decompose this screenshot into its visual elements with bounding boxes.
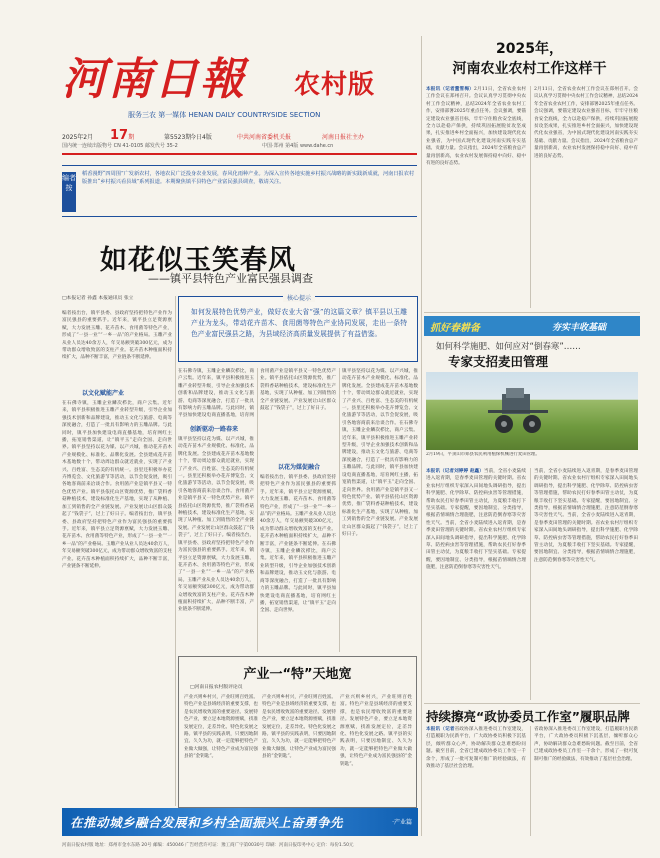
committee-body-col2: 省政协深入推进委员工作室建设，打造履职为民新平台，广大政协委员积极下沉基层，倾听群众心声，协助解决群众急难愁盼问题。截至目前，全省已建成政协委员工作室一千余个，形成了一批可复制可推广的经验做法，有效推动了基层社会治理。: [534, 727, 638, 762]
main-body-col1b: 在石佛寺镇，玉雕企业鳞次栉比，商户云集。近年来，镇平县积极推进玉雕产业转型升级，引导企业加强技术创新和品牌建设，推动玉文化与旅游、电商等深度融合，打造了一批具有影响力的玉雕品牌。与此同时，镇平县加快建设电商直播基地，培育网红主播，拓宽销售渠道，让“镇平玉”走向全国、走向世界。镇平县坚持以花为媒、以产兴城，推动花卉苗木产业规模化、标准化、品牌化发展。全县建成花卉苗木基地数十个，带动周边群众就近就业，实现了产业兴、百姓富、生态美的有机统一。县里还积极举办花卉博览会、文化旅游节等活动，以节会促发展，吸引各地客商前来洽谈合作。食用菌产业是镇平县又一特色优势产业。镇平县依托山区资源优势，推广袋料香菇种植技术，建设标准化生产基地，实现了从种植、加工到销售的全产业链发展。产业发展让山区群众鼓起了“钱袋子”，过上了好日子。编者按出台，镇平县委、县政府坚持把特色产业作为富民强县的重要抓手。近年来，镇平县立足资源禀赋，大力发展玉雕、花卉苗木、食用菌等特色产业，形成了“一县一业”“一乡一品”的产业格局。玉雕产业从业人员达40余万人，年交易额突破300亿元，成为带动群众增收致富的支柱产业。花卉苗木种植面积持续扩大，品种不断丰富，产业链条不断延伸。: [62, 401, 172, 569]
committee-body-col1: 本报讯（记者省政协深入推进委员工作室建设，打造履职为民新平台，广大政协委员积极下沉基层，倾听群众心声，协助解决群众急难愁盼问题。截至目前，全省已建成政协委员工作室一千余个，形成了一批可复制可推广的经验做法，有效推动了基层社会治理。: [426, 727, 526, 770]
main-byline: □本报记者 孙鑫 本报通讯员 张立: [62, 296, 134, 301]
editor-note: [62, 165, 417, 217]
paper-logo: 河南日報: [62, 54, 246, 105]
key-points-text: 如何发展特色优势产业，做好农业大省“强”的这篇文章？镇平县以玉雕产业为龙头，带动花卉苗木、食用菌等特色产业协同发展，走出一条特色产业富民强县之路，为县域经济高质量发展提供了有益借鉴。: [191, 308, 407, 338]
right-top-title-line1: 2025年，: [496, 41, 563, 57]
edition-name: 农村版: [294, 70, 376, 100]
spring-kicker: 如何科学施肥、如何应对“倒春寒”……: [436, 342, 581, 352]
column-divider: [257, 368, 258, 652]
main-body-col4: 镇平县坚持以花为媒、以产兴城，推动花卉苗木产业规模化、标准化、品牌化发展。全县建成花卉苗木基地数十个，带动周边群众就近就业，实现了产业兴、百姓富、生态美的有机统一。县里还积极举办花卉博览会、文化旅游节等活动，以节会促发展，吸引各地客商前来洽谈合作。在石佛寺镇，玉雕企业鳞次栉比，商户云集。近年来，镇平县积极推进玉雕产业转型升级，引导企业加强技术创新和品牌建设，推动玉文化与旅游、电商等深度融合，打造了一批具有影响力的玉雕品牌。与此同时，镇平县加快建设电商直播基地，培育网红主播，拓宽销售渠道，让“镇平玉”走向全国、走向世界。食用菌产业是镇平县又一特色优势产业。镇平县依托山区资源优势，推广袋料香菇种植技术，建设标准化生产基地，实现了从种植、加工到销售的全产业链发展。产业发展让山区群众鼓起了“钱袋子”，过上了好日子。: [342, 369, 418, 537]
tractor-image: [488, 384, 548, 436]
issue-pages: 今日4版: [190, 134, 212, 141]
main-body-col3b: 编者按出台，镇平县委、县政府坚持把特色产业作为富民强县的重要抓手。近年来，镇平县立足资源禀赋，大力发展玉雕、花卉苗木、食用菌等特色产业，形成了“一县一业”“一乡一品”的产业格局。玉雕产业从业人员达40余万人，年交易额突破300亿元，成为带动群众增收致富的支柱产业。花卉苗木种植面积持续扩大，品种不断丰富，产业链条不断延伸。在石佛寺镇，玉雕企业鳞次栉比，商户云集。近年来，镇平县积极推进玉雕产业转型升级，引导企业加强技术创新和品牌建设，推动玉文化与旅游、电商等深度融合，打造了一批具有影响力的玉雕品牌。与此同时，镇平县加快建设电商直播基地，培育网红主播，拓宽销售渠道，让“镇平玉”走向全国、走向世界。: [260, 475, 336, 614]
main-body-col2a: 在石佛寺镇，玉雕企业鳞次栉比，商户云集。近年来，镇平县积极推进玉雕产业转型升级，引导企业加强技术创新和品牌建设，推动玉文化与旅游、电商等深度融合，打造了一批具有影响力的玉雕品牌。与此同时，镇平县加快建设电商直播基地，培育网: [178, 369, 254, 418]
key-points-box: [178, 296, 418, 362]
issue-website: 中国·郑州 第4版 www.dahe.cn: [262, 143, 334, 149]
column-divider: [339, 368, 340, 652]
spring-banner-main: 抓好春耕备: [430, 323, 480, 334]
spring-farming-banner: [424, 316, 640, 336]
right-top-body-col1: 本报讯（记者董雪梅）2月11日，全省农业农村工作会议在郑州召开。会议认真学习贯彻中央农村工作会议精神，总结2024年全省农业农村工作，安排部署2025年重点任务。会议强调，要锚定建设农业强省目标，牢牢守住粮食安全底线，全力以赴稳产保供，持续巩固拓展脱贫攻坚成果，扎实推进乡村全面振兴，加快建设现代化农业强省，为中国式现代化建设河南实践夯实基础、贡献力量。会议指出，2024年全省粮食总产量再创新高，农业农村发展保持稳中向好、稳中有进的良好态势。: [426, 87, 526, 167]
editor-note-text: 稻香漫野“四周围”广发新农村，各地农民广泛投身农业发展，春风化雨种产业。为深入宣传各地实施乡村振兴战略的新实践新成就，河南日报农村版推出“乡村振兴看县域”系列报道。本期聚焦镇平县特色产业富民强县调查，敬请关注。: [82, 171, 415, 186]
photo-caption: 2月19日，平顶山市郏县农民利用植保机械进行麦田管理。: [426, 452, 540, 457]
section-subhead: 以花为媒促融合: [278, 464, 321, 471]
bottom-banner: [62, 808, 418, 836]
issue-cn-number: 国内统一连续出版物号 CN 41-0105 邮发代号 35-2: [62, 143, 178, 149]
banner-slogan: 在推动城乡融合发展和乡村全面振兴上奋勇争先: [70, 815, 344, 830]
banner-tag: ·产业篇: [392, 819, 412, 826]
issue-number: 17期: [110, 128, 135, 143]
right-top-title-line2: 河南农业农村工作这样干: [452, 61, 607, 77]
column-divider: [421, 36, 422, 836]
main-headline: 如花似玉笑春风: [100, 245, 296, 276]
masthead: [62, 50, 407, 110]
main-body-col3a: 食用菌产业是镇平县又一特色优势产业。镇平县依托山区资源优势，推广袋料香菇种植技术，建设标准化生产基地，实现了从种植、加工到销售的全产业链发展。产业发展让山区群众鼓起了“钱袋子”，过上了好日子。: [260, 369, 336, 412]
spring-body-col2: 当前，全省小麦陆续进入返青期，是春季麦田管理的关键时期。省农业农村厅组织专家深入田间地头调研指导，提出科学施肥、化学除草、防控病虫害等管理措施，帮助农民打好春季田管主动仗，为夏粮丰收打下坚实基础。专家提醒，要因地制宜、分类指导，根据苗情墒情合理施肥，注意防范倒春寒等灾害性天气。当前，全省小麦陆续进入返青期，是春季麦田管理的关键时期。省农业农村厅组织专家深入田间地头调研指导，提出科学施肥、化学除草、防控病虫害等管理措施，帮助农民打好春季田管主动仗，为夏粮丰收打下坚实基础。专家提醒，要因地制宜、分类指导，根据苗情墒情合理施肥，注意防范倒春寒等灾害性天气。: [534, 469, 638, 563]
main-body-col2b: 镇平县坚持以花为媒、以产兴城，推动花卉苗木产业规模化、标准化、品牌化发展。全县建成花卉苗木基地数十个，带动周边群众就近就业，实现了产业兴、百姓富、生态美的有机统一。县里还积极举办花卉博览会、文化旅游节等活动，以节会促发展，吸引各地客商前来洽谈合作。食用菌产业是镇平县又一特色优势产业。镇平县依托山区资源优势，推广袋料香菇种植技术，建设标准化生产基地，实现了从种植、加工到销售的全产业链发展。产业发展让山区群众鼓起了“钱袋子”，过上了好日子。编者按出台，镇平县委、县政府坚持把特色产业作为富民强县的重要抓手。近年来，镇平县立足资源禀赋，大力发展玉雕、花卉苗木、食用菌等特色产业，形成了“一县一业”“一乡一品”的产业格局。玉雕产业从业人员达40余万人，年交易额突破300亿元，成为带动群众增收致富的支柱产业。花卉苗木种植面积持续扩大，品种不断丰富，产业链条不断延伸。: [178, 437, 254, 613]
main-subheadline: ——镇平县特色产业富民强县调查: [148, 272, 313, 285]
commentary-col3: 产业兴则乡村兴，产业旺则百姓富。特色产业是县域经济的重要支撑，也是农民增收致富的重要途径。发展特色产业，要立足本地资源禀赋，找准发展定位，走差异化、特色化发展之路。镇平县的实践表明，只要因地制宜、久久为功，就一定能够把特色产业做大做强，让特色产业成为富民强县的“金钥匙”。: [340, 695, 412, 767]
issue-publisher: 河南日报社主办: [322, 134, 365, 141]
section-subhead: 创新驱动一路春来: [190, 426, 239, 433]
issue-info: [62, 130, 412, 150]
issue-serial: 第5523期: [164, 134, 192, 141]
masthead-section: 服务三农 第一媒体 HENAN DAILY COUNTRYSIDE SECTION: [128, 111, 321, 119]
issue-date: 2025年2月: [62, 134, 94, 141]
page-footer: 河南日报农村版 地址：郑州市金水东路 20号 邮编：450046 广告经营许可证：豫工商广字第0030号 印刷：河南日报印务中心 定价：每份1.50元: [62, 843, 354, 848]
column-divider: [530, 468, 531, 700]
column-divider: [175, 296, 176, 806]
commentary-col2: 产业兴则乡村兴，产业旺则百姓富。特色产业是县域经济的重要支撑，也是农民增收致富的重要途径。发展特色产业，要立足本地资源禀赋，找准发展定位，走差异化、特色化发展之路。镇平县的实践表明，只要因地制宜、久久为功，就一定能够把特色产业做大做强，让特色产业成为富民强县的“金钥匙”。: [262, 695, 336, 760]
issue-sponsor: 中共河南省委机关报: [237, 134, 292, 141]
commentary-title: 产业一“特”天地宽: [243, 667, 352, 682]
spring-title: 专家支招麦田管理: [448, 354, 549, 369]
masthead-rule: [62, 153, 417, 155]
committee-title: 持续擦亮“政协委员工作室”履职品牌: [426, 709, 630, 724]
column-divider: [530, 726, 531, 836]
spring-body-col1: 本报讯（记者刘婷婷 赵鑫）当前，全省小麦陆续进入返青期，是春季麦田管理的关键时期。省农业农村厅组织专家深入田间地头调研指导，提出科学施肥、化学除草、防控病虫害等管理措施，帮助农民打好春季田管主动仗，为夏粮丰收打下坚实基础。专家提醒，要因地制宜、分类指导，根据苗情墒情合理施肥，注意防范倒春寒等灾害性天气。当前，全省小麦陆续进入返青期，是春季麦田管理的关键时期。省农业农村厅组织专家深入田间地头调研指导，提出科学施肥、化学除草、防控病虫害等管理措施，帮助农民打好春季田管主动仗，为夏粮丰收打下坚实基础。专家提醒，要因地制宜、分类指导，根据苗情墒情合理施肥，注意防范倒春寒等灾害性天气。: [426, 469, 526, 571]
field-photo: [426, 372, 638, 450]
section-subhead: 以文化赋能产业: [82, 390, 125, 397]
commentary-byline: □河南日报农村版评论员: [190, 685, 243, 690]
section-divider: [424, 312, 640, 313]
column-divider: [530, 86, 531, 308]
right-top-body-col2: 2月11日，全省农业农村工作会议在郑州召开。会议认真学习贯彻中央农村工作会议精神，总结2024年全省农业农村工作，安排部署2025年重点任务。会议强调，要锚定建设农业强省目标，牢牢守住粮食安全底线，全力以赴稳产保供，持续巩固拓展脱贫攻坚成果，扎实推进乡村全面振兴，加快建设现代化农业强省，为中国式现代化建设河南实践夯实基础、贡献力量。会议指出，2024年全省粮食总产量再创新高，农业农村发展保持稳中向好、稳中有进的良好态势。: [534, 87, 638, 159]
section-divider: [424, 703, 640, 704]
spring-banner-side: 夯实丰收基础: [552, 323, 607, 333]
main-body-col1a: 编者按出台，镇平县委、县政府坚持把特色产业作为富民强县的重要抓手。近年来，镇平县立足资源禀赋，大力发展玉雕、花卉苗木、食用菌等特色产业，形成了“一县一业”“一乡一品”的产业格局。玉雕产业从业人员达40余万人，年交易额突破300亿元，成为带动群众增收致富的支柱产业。花卉苗木种植面积持续扩大，品种不断丰富，产业链条不断延伸。: [62, 311, 172, 361]
commentary-col1: 产业兴则乡村兴，产业旺则百姓富。特色产业是县域经济的重要支撑，也是农民增收致富的重要途径。发展特色产业，要立足本地资源禀赋，找准发展定位，走差异化、特色化发展之路。镇平县的实践表明，只要因地制宜、久久为功，就一定能够把特色产业做大做强，让特色产业成为富民强县的“金钥匙”。: [184, 695, 258, 760]
key-points-heading: 核心提示: [179, 293, 419, 302]
editor-note-tag: 编者按: [62, 172, 76, 212]
